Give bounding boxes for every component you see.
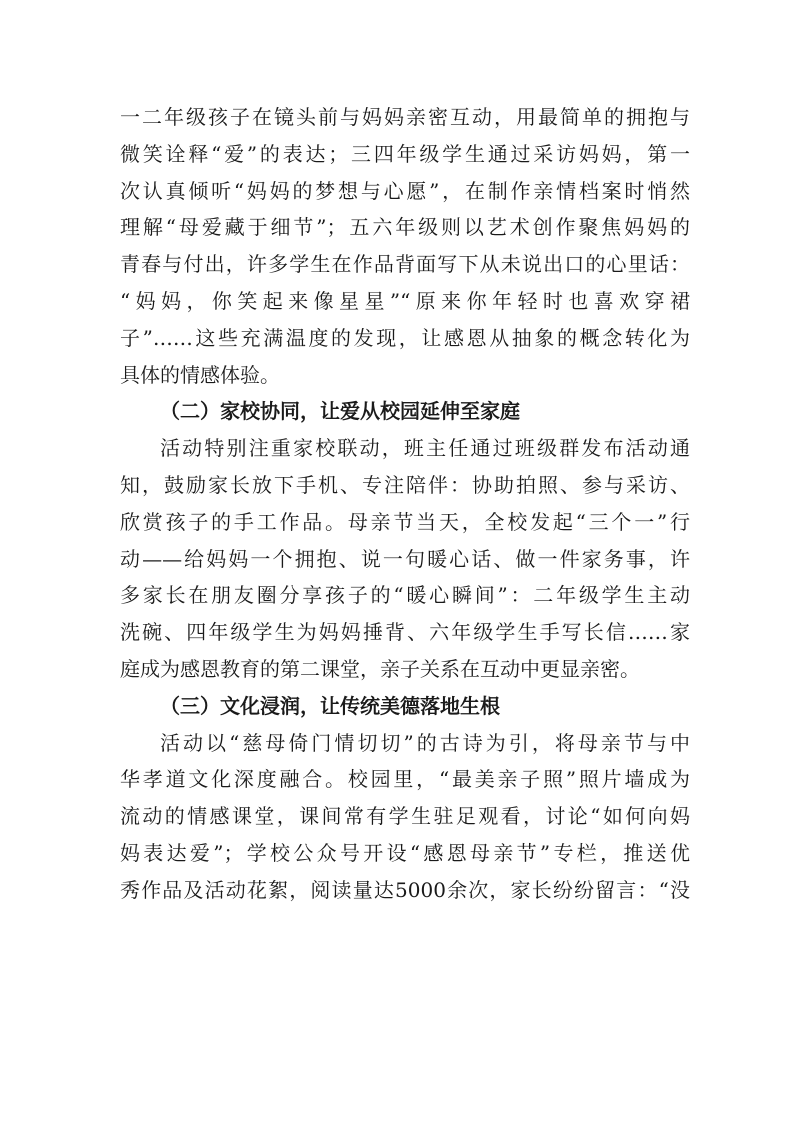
text-line: 欣赏孩子的手工作品。母亲节当天，全校发起“三个一”行 [120,509,690,534]
text-line: 一二年级孩子在镜头前与妈妈亲密互动，用最简单的拥抱与 [120,105,690,129]
text-line: 动——给妈妈一个拥抱、说一句暖心话、做一件家务事，许 [120,546,690,571]
section-heading-culture: （三）文化浸润，让传统美德落地生根 [160,693,500,718]
text-line: 华孝道文化深度融合。校园里，“最美亲子照”照片墙成为 [120,767,690,792]
text-line: 庭成为感恩教育的第二课堂，亲子关系在互动中更显亲密。 [120,656,640,681]
text-line: 子”……这些充满温度的发现，让感恩从抽象的概念转化为 [120,325,690,350]
text-line: 流动的情感课堂，课间常有学生驻足观看，讨论“如何向妈 [120,804,690,829]
document-body [120,99,690,909]
text-line: 微笑诠释“爱”的表达；三四年级学生通过采访妈妈，第一 [120,141,690,166]
paragraph-culture [120,725,690,909]
paragraph-home-school [120,430,690,688]
text-line: 次认真倾听“妈妈的梦想与心愿”，在制作亲情档案时悄然 [120,178,690,203]
text-line: 秀作品及活动花絮，阅读量达5000余次，家长纷纷留言：“没 [120,877,690,902]
text-line: “妈妈，你笑起来像星星”“原来你年轻时也喜欢穿裙 [120,288,690,313]
text-line: 洗碗、四年级学生为妈妈捶背、六年级学生手写长信……家 [120,620,690,645]
text-line: 理解“母爱藏于细节”；五六年级则以艺术创作聚焦妈妈的 [120,215,690,240]
text-line: 活动以“慈母倚门情切切”的古诗为引，将母亲节与中 [160,730,690,755]
text-line: 多家长在朋友圈分享孩子的“暖心瞬间”：二年级学生主动 [120,583,690,608]
text-line: 知，鼓励家长放下手机、专注陪伴：协助拍照、参与采访、 [120,472,690,497]
section-heading-home-school: （二）家校协同，让爱从校园延伸至家庭 [160,399,520,424]
text-line: 具体的情感体验。 [120,362,280,387]
text-line: 青春与付出，许多学生在作品背面写下从未说出口的心里话： [120,252,690,277]
paragraph-activity-experience [120,99,690,393]
text-line: 妈表达爱”；学校公众号开设“感恩母亲节”专栏，推送优 [120,840,690,865]
text-line: 活动特别注重家校联动，班主任通过班级群发布活动通 [160,436,690,461]
